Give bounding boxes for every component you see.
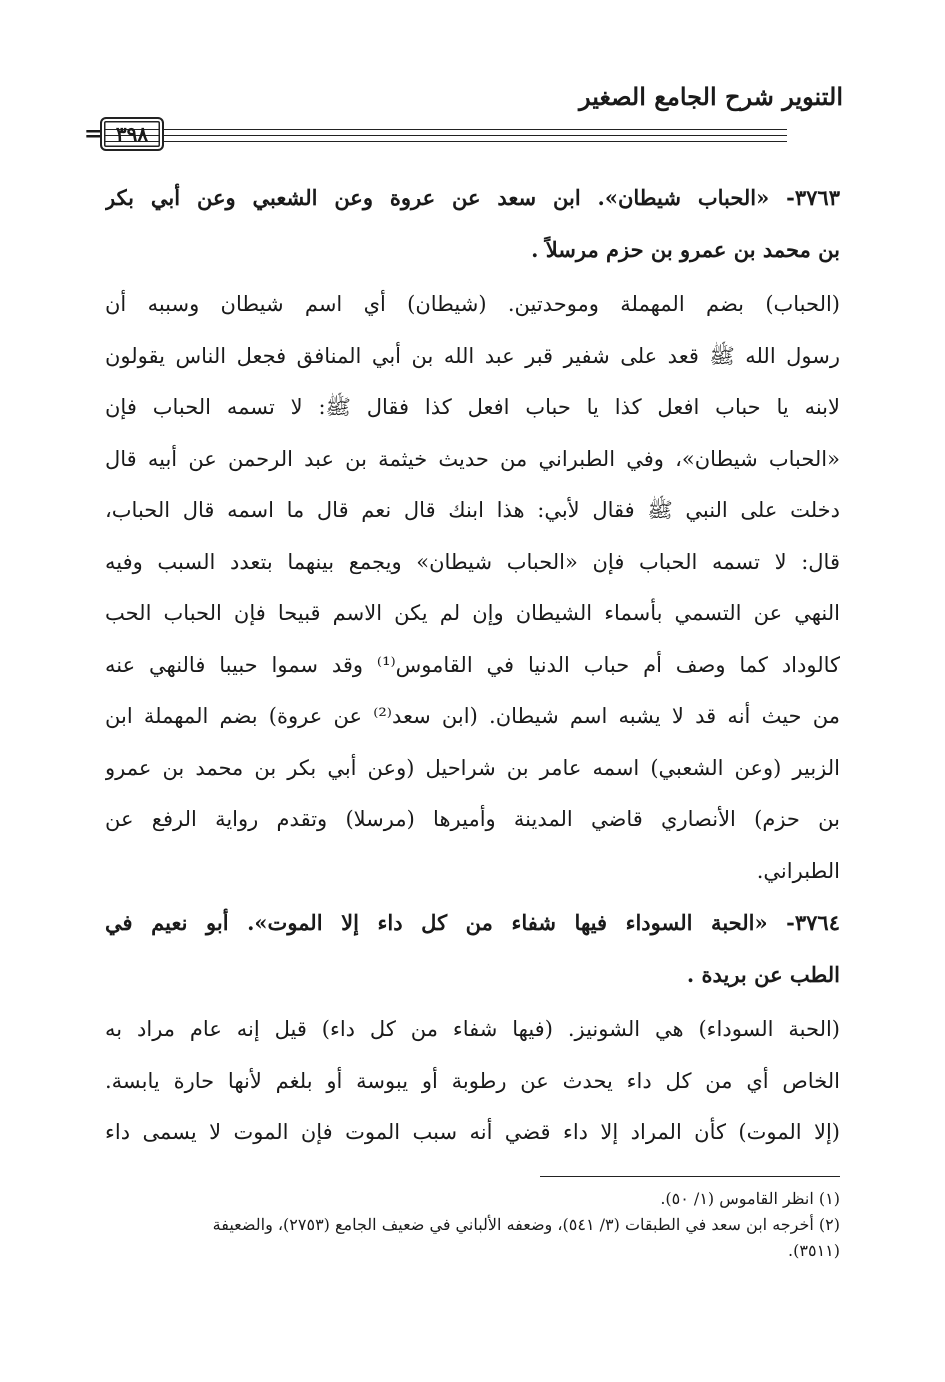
commentary-line: الزبير (وعن الشعبي) اسمه عامر بن شراحيل (وعن أبي بكر بن محمد بن عمرو	[105, 755, 840, 780]
main-text	[105, 172, 840, 1159]
footnote-line: (٢) أخرجه ابن سعد في الطبقات (٣/ ٥٤١)، وضعفه الألباني في ضعيف الجامع (٢٧٥٣)، والضعيفة	[212, 1215, 840, 1234]
commentary-line: «الحباب شيطان»، وفي الطبراني من حديث خيثمة بن عبد الرحمن عن أبيه قال	[105, 446, 840, 471]
commentary-line: الطبراني.	[756, 858, 840, 883]
commentary-line: دخلت على النبي ﷺ فقال لأبي: هذا ابنك قال نعم قال ما اسمه قال الحباب،	[105, 498, 840, 522]
commentary-line: الخاص أي من كل داء يحدث عن رطوبة أو يبوسة أو بلغم لأنها حارة يابسة.	[105, 1068, 840, 1093]
commentary-line: لابنه يا حباب افعل كذا يا حباب افعل كذا فقال ﷺ: لا تسمه الحباب فإن	[105, 395, 840, 419]
hadith-heading-line: الطب عن بريدة .	[686, 961, 840, 987]
commentary-line: رسول الله ﷺ قعد على شفير قبر عبد الله بن أبي المنافق فجعل الناس يقولون	[105, 343, 840, 368]
footnote-separator	[540, 1176, 840, 1177]
page-number: ٣٩٨	[100, 117, 164, 151]
book-title: التنوير شرح الجامع الصغير	[579, 82, 843, 111]
commentary-line: (الحبة السوداء) هي الشونيز. (فيها شفاء من كل داء) قيل إنه عام مراد به	[105, 1017, 840, 1041]
commentary-line: من حيث أنه قد لا يشبه اسم شيطان. (ابن سعد⁽²⁾ عن عروة) بضم المهملة ابن	[105, 704, 840, 728]
commentary-line: قال: لا تسمه الحباب فإن «الحباب شيطان» ويجمع بينهما بتعدد السبب وفيه	[105, 549, 840, 574]
hadith-heading-line: ٣٧٦٤- «الحبة السوداء فيها شفاء من كل داء إلا الموت». أبو نعيم في	[105, 910, 840, 935]
hadith-heading-line: بن محمد بن عمرو بن حزم مرسلاً .	[531, 236, 840, 262]
commentary-line: كالوداد كما وصف أم حباب الدنيا في القاموس⁽¹⁾ وقد سموا حبيبا فالنهي عنه	[105, 652, 840, 677]
header-rule	[100, 129, 787, 130]
page-number-dash: =	[84, 121, 103, 147]
hadith-heading-line: ٣٧٦٣- «الحباب شيطان». ابن سعد عن عروة وعن الشعبي وعن أبي بكر	[105, 185, 840, 210]
commentary-line: النهي عن التسمي بأسماء الشيطان وإن لم يكن الاسم قبيحا فإن الحباب الحب	[105, 601, 840, 625]
footnote-line: (٣٥١١).	[788, 1241, 840, 1260]
commentary-line: (إلا الموت) كأن المراد إلا داء قضي أنه سبب الموت فإن الموت لا يسمى داء	[105, 1120, 840, 1144]
header-rule	[100, 141, 787, 142]
footnote-line: (١) انظر القاموس (١/ ٥٠).	[660, 1189, 840, 1208]
commentary-line: (الحباب) بضم المهملة وموحدتين. (شيطان) أي اسم شيطان وسببه أن	[105, 292, 840, 316]
footnotes	[105, 1186, 840, 1264]
header-rule	[100, 135, 787, 136]
commentary-line: بن حزم) الأنصاري قاضي المدينة وأميرها (مرسلا) وتقدم رواية الرفع عن	[105, 807, 840, 831]
